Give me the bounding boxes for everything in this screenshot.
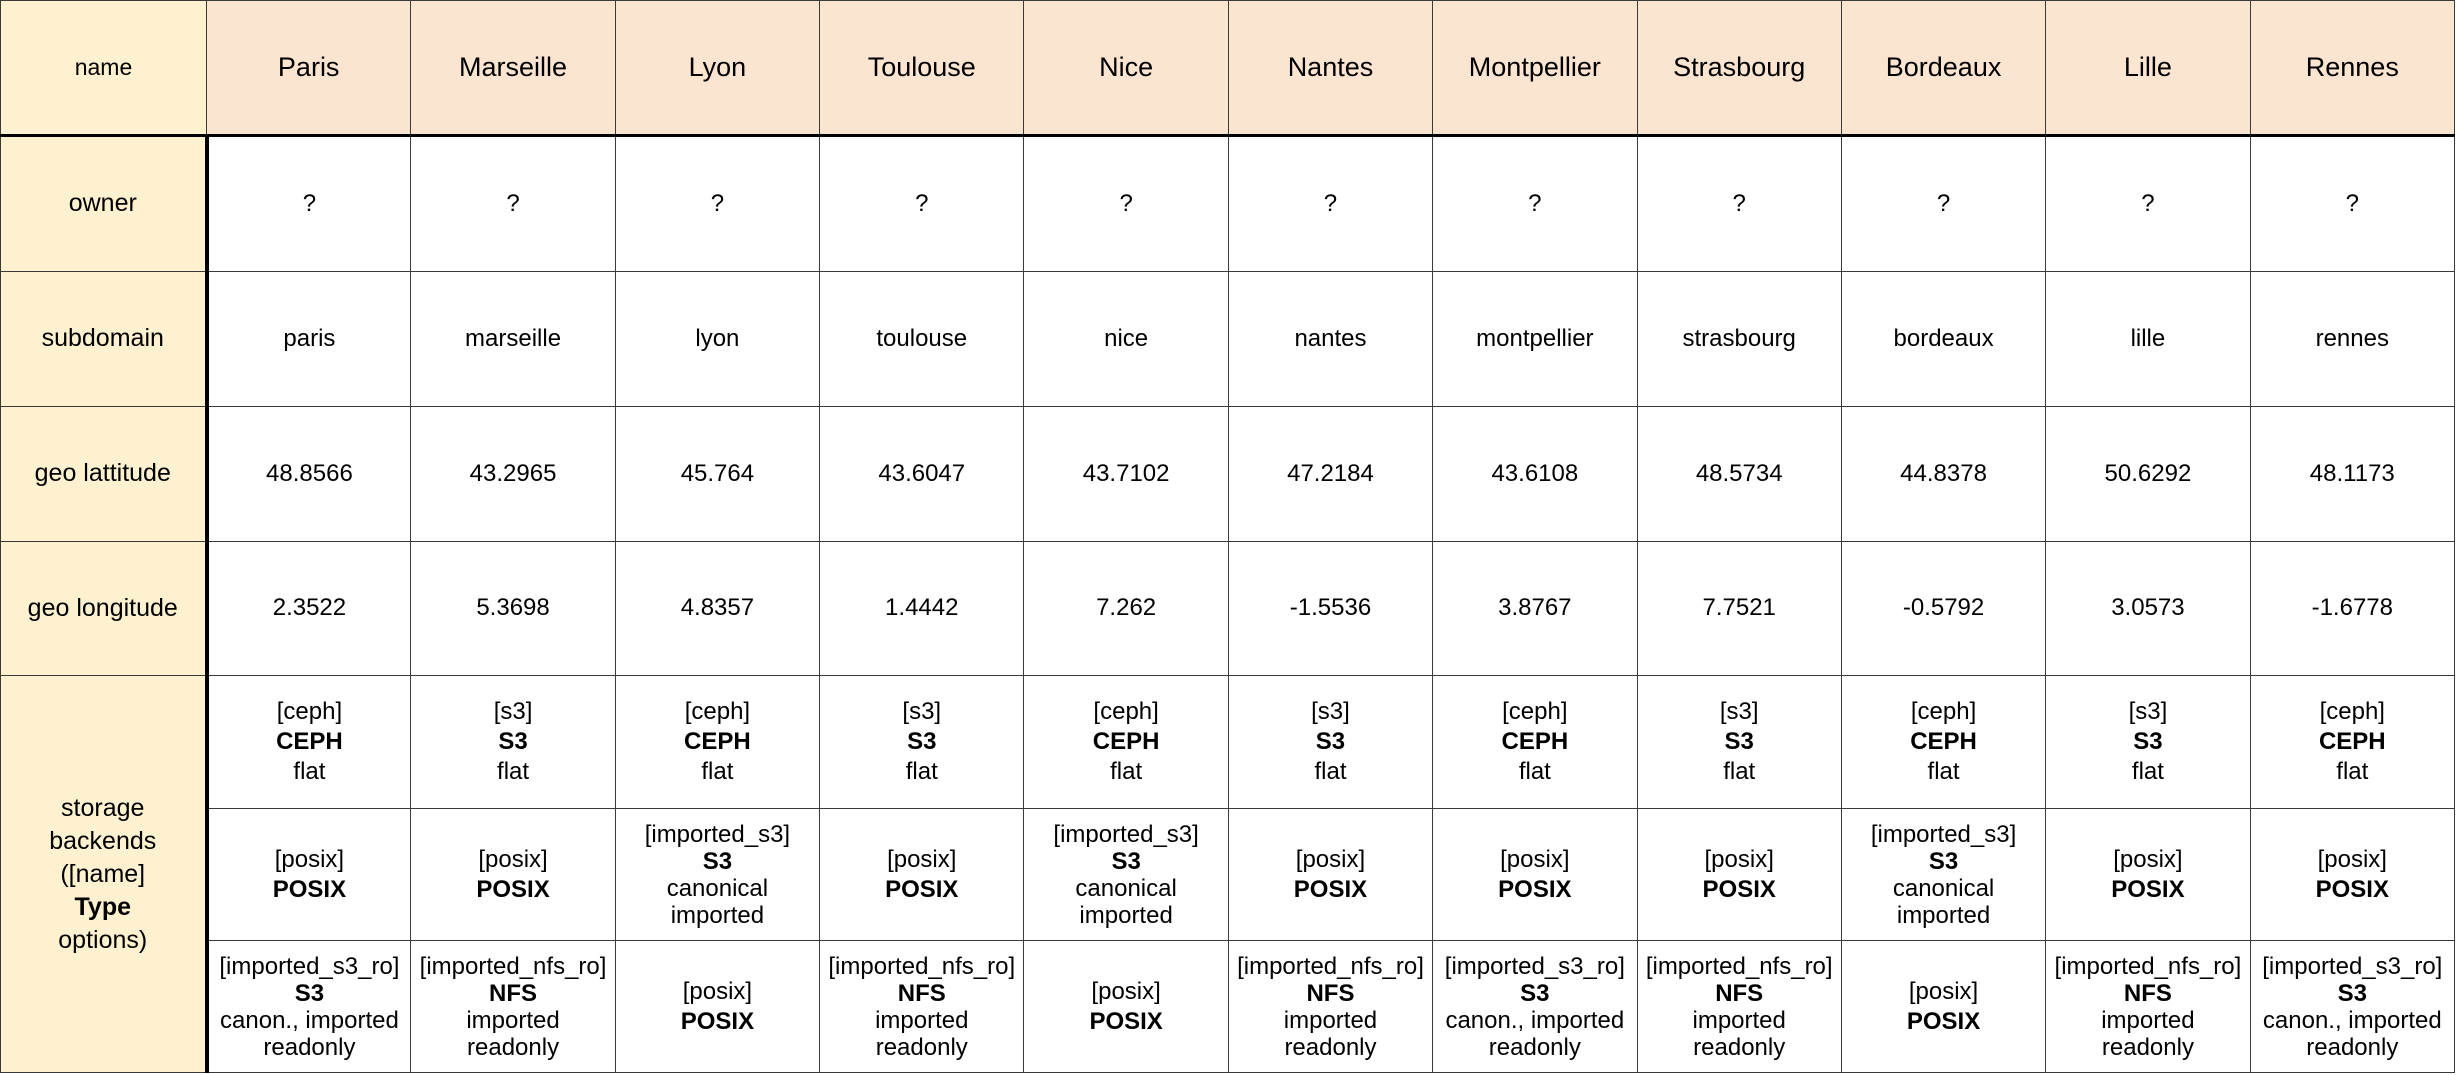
backend-type: POSIX	[885, 875, 959, 903]
storage-backend-cell	[820, 941, 1024, 1073]
backend-option: flat	[905, 758, 938, 786]
backend-type: NFS	[489, 979, 538, 1007]
backend-type: S3	[702, 847, 733, 875]
city-name-header: Strasbourg	[1637, 1, 1841, 136]
storage-backend-cell	[615, 809, 819, 941]
backend-option: readonly	[2101, 1033, 2194, 1061]
backend-option: readonly	[2306, 1033, 2399, 1061]
owner-cell: ?	[207, 135, 411, 271]
row-label-geo-latitude: geo lattitude	[1, 406, 207, 541]
backend-name: [ceph]	[1910, 698, 1977, 726]
longitude-cell: -1.5536	[1228, 541, 1432, 676]
storage-backend-cell	[1433, 676, 1637, 809]
storage-backend-cell	[207, 676, 411, 809]
backend-option: readonly	[1284, 1033, 1377, 1061]
city-name-header: Nice	[1024, 1, 1228, 136]
storage-backend-cell	[2250, 676, 2454, 809]
subdomain-cell: lille	[2046, 271, 2250, 406]
subdomain-cell: nice	[1024, 271, 1228, 406]
backend-name: [imported_s3]	[644, 820, 791, 848]
backend-option: readonly	[263, 1033, 356, 1061]
storage-backend-cell	[820, 676, 1024, 809]
backend-option: canon., imported	[2262, 1006, 2442, 1034]
row-label-storage-backends	[1, 676, 207, 1073]
backend-option: imported	[1283, 1006, 1378, 1034]
city-name-header: Marseille	[411, 1, 615, 136]
storage-backend-cell	[1637, 809, 1841, 941]
backend-name: [ceph]	[1502, 698, 1568, 726]
backend-type: S3	[2337, 979, 2367, 1007]
storage-backend-cell	[2046, 676, 2250, 809]
backend-name: [ceph]	[1093, 698, 1159, 726]
backend-type: NFS	[1306, 979, 1355, 1007]
subdomain-cell: strasbourg	[1637, 271, 1841, 406]
city-name-header: Lille	[2046, 1, 2250, 136]
storage-backend-cell	[411, 941, 615, 1073]
backend-name: [imported_s3_ro]	[1444, 952, 1625, 980]
backend-type: S3	[1315, 728, 1346, 756]
backend-type: POSIX	[2315, 875, 2389, 903]
longitude-cell: 7.7521	[1637, 541, 1841, 676]
longitude-cell: 2.3522	[207, 541, 411, 676]
subdomain-cell: montpellier	[1433, 271, 1637, 406]
latitude-cell: 47.2184	[1228, 406, 1432, 541]
subdomain-cell: paris	[207, 271, 411, 406]
backend-option: flat	[1518, 758, 1551, 786]
storage-backend-cell	[615, 676, 819, 809]
backend-option: readonly	[875, 1033, 968, 1061]
backend-option: canonical	[1892, 874, 1995, 902]
backend-option: flat	[293, 758, 326, 786]
storage-backend-cell	[207, 941, 411, 1073]
owner-cell: ?	[1433, 135, 1637, 271]
backend-type: CEPH	[1910, 728, 1977, 756]
backend-type: POSIX	[1293, 875, 1368, 903]
backend-name: [imported_s3]	[1053, 820, 1199, 848]
backend-option: flat	[1110, 758, 1143, 786]
backend-option: imported	[1896, 901, 1991, 929]
subdomain-cell: toulouse	[820, 271, 1024, 406]
row-label-owner: owner	[1, 135, 207, 271]
backend-type: POSIX	[680, 1007, 755, 1035]
row-label-subdomain: subdomain	[1, 271, 207, 406]
row-label-name: name	[1, 1, 207, 136]
latitude-cell: 48.8566	[207, 406, 411, 541]
backend-name: [posix]	[682, 977, 753, 1005]
subdomain-cell: bordeaux	[1841, 271, 2045, 406]
backend-option: flat	[1314, 758, 1347, 786]
owner-cell: ?	[411, 135, 615, 271]
backend-name: [imported_nfs_ro]	[828, 952, 1016, 980]
backend-option: imported	[466, 1006, 560, 1034]
backend-option: imported	[875, 1006, 969, 1034]
latitude-cell: 43.6108	[1433, 406, 1637, 541]
backend-type: S3	[1928, 847, 1959, 875]
backend-name: [posix]	[478, 845, 548, 873]
row-label-geo-longitude: geo longitude	[1, 541, 207, 676]
backend-option: flat	[701, 758, 734, 786]
storage-backend-cell	[1024, 941, 1228, 1073]
storage-label-type: Type	[74, 892, 131, 921]
owner-cell: ?	[2046, 135, 2250, 271]
backend-type: CEPH	[684, 728, 751, 756]
backend-type: CEPH	[2318, 728, 2386, 756]
backend-name: [posix]	[2317, 845, 2387, 873]
backend-type: POSIX	[476, 875, 550, 903]
storage-backend-cell	[2250, 809, 2454, 941]
latitude-cell: 48.1173	[2250, 406, 2454, 541]
storage-backend-row	[1, 809, 2455, 941]
backend-option: flat	[497, 758, 530, 786]
owner-cell: ?	[2250, 135, 2454, 271]
storage-backend-row	[1, 941, 2455, 1073]
latitude-cell: 43.7102	[1024, 406, 1228, 541]
backend-option: flat	[2131, 758, 2164, 786]
row-owner	[1, 135, 2455, 271]
backend-type: CEPH	[276, 728, 343, 756]
backend-option: imported	[670, 901, 765, 929]
longitude-cell: 7.262	[1024, 541, 1228, 676]
storage-backend-cell	[1841, 809, 2045, 941]
backend-option: flat	[1723, 758, 1756, 786]
storage-backend-cell	[2046, 941, 2250, 1073]
backend-option: flat	[2336, 758, 2369, 786]
backend-type: POSIX	[1906, 1007, 1981, 1035]
longitude-cell: 1.4442	[820, 541, 1024, 676]
backend-name: [imported_s3_ro]	[2262, 952, 2443, 980]
backend-type: POSIX	[1089, 1007, 1163, 1035]
storage-backend-cell	[207, 809, 411, 941]
backend-type: POSIX	[272, 875, 347, 903]
backend-type: NFS	[1715, 979, 1764, 1007]
latitude-cell: 43.6047	[820, 406, 1024, 541]
backend-type: POSIX	[2111, 875, 2185, 903]
owner-cell: ?	[1228, 135, 1432, 271]
backend-type: S3	[498, 728, 528, 756]
subdomain-cell: marseille	[411, 271, 615, 406]
city-name-header: Lyon	[615, 1, 819, 136]
backend-name: [posix]	[1908, 977, 1979, 1005]
storage-backend-cell	[1637, 676, 1841, 809]
longitude-cell: -1.6778	[2250, 541, 2454, 676]
subdomain-cell: rennes	[2250, 271, 2454, 406]
backend-option: readonly	[1488, 1033, 1581, 1061]
backend-type: POSIX	[1702, 875, 1776, 903]
backend-name: [s3]	[1311, 698, 1350, 726]
backend-name: [ceph]	[684, 698, 751, 726]
backend-type: S3	[1520, 979, 1550, 1007]
row-geo-longitude	[1, 541, 2455, 676]
backend-name: [posix]	[1704, 845, 1774, 873]
storage-backend-cell	[1433, 809, 1637, 941]
longitude-cell: -0.5792	[1841, 541, 2045, 676]
backend-option: imported	[1692, 1006, 1786, 1034]
backend-option: canon., imported	[220, 1006, 399, 1034]
backend-name: [ceph]	[276, 698, 343, 726]
storage-backend-cell	[1841, 676, 2045, 809]
owner-cell: ?	[1024, 135, 1228, 271]
backend-option: flat	[1927, 758, 1960, 786]
backend-name: [s3]	[1719, 698, 1759, 726]
header-row	[1, 1, 2455, 136]
backend-name: [imported_nfs_ro]	[1645, 952, 1833, 980]
backend-type: S3	[294, 979, 325, 1007]
backend-type: S3	[2133, 728, 2163, 756]
backend-name: [posix]	[1091, 977, 1161, 1005]
subdomain-cell: lyon	[615, 271, 819, 406]
storage-backend-cell	[411, 676, 615, 809]
row-geo-latitude	[1, 406, 2455, 541]
storage-label-line: backends	[49, 826, 157, 855]
storage-backend-cell	[820, 809, 1024, 941]
backend-name: [s3]	[902, 698, 942, 726]
backend-name: [imported_nfs_ro]	[1237, 952, 1424, 980]
backend-name: [imported_s3]	[1870, 820, 2017, 848]
storage-backend-cell	[1228, 809, 1432, 941]
backend-option: readonly	[1693, 1033, 1786, 1061]
city-name-header: Toulouse	[820, 1, 1024, 136]
longitude-cell: 3.8767	[1433, 541, 1637, 676]
backend-type: CEPH	[1092, 728, 1160, 756]
longitude-cell: 5.3698	[411, 541, 615, 676]
latitude-cell: 43.2965	[411, 406, 615, 541]
backend-option: readonly	[467, 1033, 560, 1061]
latitude-cell: 45.764	[615, 406, 819, 541]
city-name-header: Nantes	[1228, 1, 1432, 136]
city-name-header: Bordeaux	[1841, 1, 2045, 136]
row-subdomain	[1, 271, 2455, 406]
latitude-cell: 48.5734	[1637, 406, 1841, 541]
subdomain-cell: nantes	[1228, 271, 1432, 406]
backend-option: imported	[2101, 1006, 2195, 1034]
backend-name: [posix]	[274, 845, 345, 873]
storage-backend-cell	[1433, 941, 1637, 1073]
backend-type: S3	[1111, 847, 1141, 875]
latitude-cell: 50.6292	[2046, 406, 2250, 541]
longitude-cell: 3.0573	[2046, 541, 2250, 676]
backend-type: POSIX	[1498, 875, 1572, 903]
backend-name: [s3]	[2128, 698, 2168, 726]
backend-name: [imported_s3_ro]	[219, 952, 400, 980]
backend-name: [imported_nfs_ro]	[2054, 952, 2242, 980]
backend-type: CEPH	[1501, 728, 1569, 756]
owner-cell: ?	[820, 135, 1024, 271]
backend-option: canonical	[1075, 874, 1177, 902]
latitude-cell: 44.8378	[1841, 406, 2045, 541]
backend-name: [ceph]	[2319, 698, 2385, 726]
storage-label-line: options)	[58, 925, 148, 954]
longitude-cell: 4.8357	[615, 541, 819, 676]
backend-name: [posix]	[1295, 845, 1366, 873]
backend-option: canonical	[666, 874, 769, 902]
owner-cell: ?	[615, 135, 819, 271]
backend-name: [imported_nfs_ro]	[419, 952, 607, 980]
storage-backend-cell	[411, 809, 615, 941]
backend-type: NFS	[897, 979, 946, 1007]
backend-type: S3	[907, 728, 937, 756]
storage-backend-cell	[1228, 941, 1432, 1073]
storage-backend-cell	[2250, 941, 2454, 1073]
backend-name: [posix]	[2113, 845, 2183, 873]
owner-cell: ?	[1841, 135, 2045, 271]
storage-backend-cell	[1024, 809, 1228, 941]
backend-option: canon., imported	[1445, 1006, 1625, 1034]
storage-backend-cell	[1637, 941, 1841, 1073]
city-name-header: Rennes	[2250, 1, 2454, 136]
city-name-header: Paris	[207, 1, 411, 136]
backend-name: [posix]	[1500, 845, 1570, 873]
backend-name: [posix]	[887, 845, 957, 873]
city-name-header: Montpellier	[1433, 1, 1637, 136]
storage-backend-cell	[2046, 809, 2250, 941]
owner-cell: ?	[1637, 135, 1841, 271]
storage-label-line: storage	[61, 793, 145, 822]
storage-backend-cell	[1024, 676, 1228, 809]
backend-type: S3	[1724, 728, 1754, 756]
storage-backend-cell	[1841, 941, 2045, 1073]
backend-type: NFS	[2123, 979, 2172, 1007]
storage-label-line: ([name]	[60, 859, 146, 888]
storage-backend-cell	[615, 941, 819, 1073]
storage-backend-cell	[1228, 676, 1432, 809]
storage-backend-row	[1, 676, 2455, 809]
backend-name: [s3]	[493, 698, 533, 726]
backend-option: imported	[1079, 901, 1173, 929]
